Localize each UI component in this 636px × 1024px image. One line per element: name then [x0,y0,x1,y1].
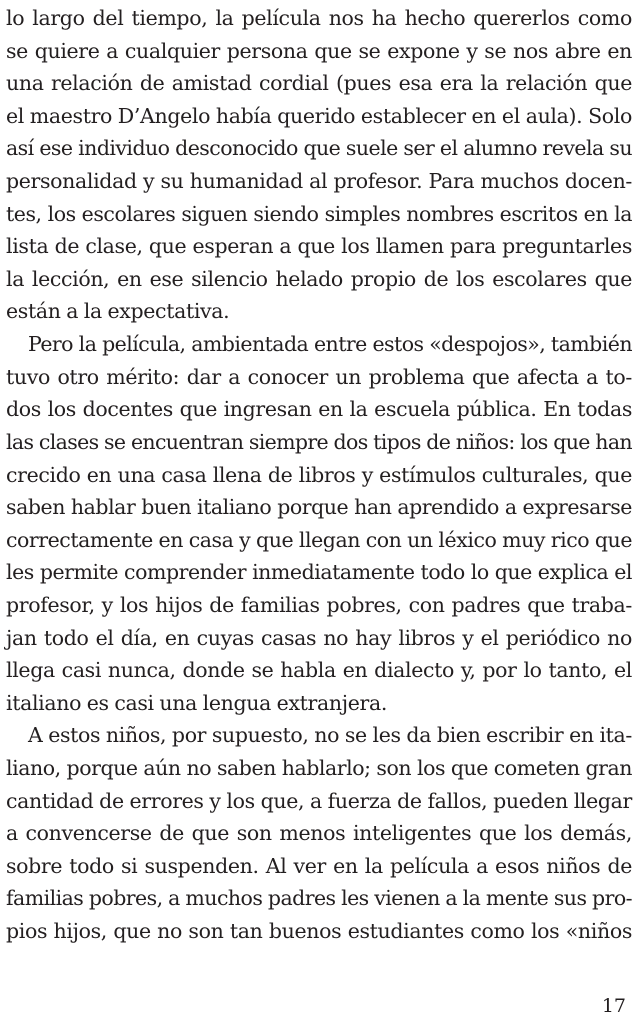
text-line: A estos niños, por supuesto, no se les da bien escribir en ita- [28,723,632,748]
text-line: tuvo otro mérito: dar a conocer un problema que afecta a to- [6,364,632,389]
text-line: cantidad de errores y los que, a fuerza de fallos, pueden llegar [6,788,632,813]
text-line: liano, porque aún no saben hablarlo; son los que cometen gran [6,756,632,781]
text-line: jan todo el día, en cuyas casas no hay libros y el periódico no [6,625,632,650]
body-text [6,2,632,948]
text-line: a convencerse de que son menos inteligentes que los demás, [6,821,632,846]
text-line: así ese individuo desconocido que suele ser el alumno revela su [6,136,632,161]
text-line: el maestro D’Angelo había querido establecer en el aula). Solo [6,103,632,128]
text-line: llega casi nunca, donde se habla en dialecto y, por lo tanto, el [6,658,632,683]
text-line: una relación de amistad cordial (pues esa era la relación que [6,71,632,96]
text-line: tes, los escolares siguen siendo simples nombres escritos en la [6,201,632,226]
text-line: les permite comprender inmediatamente todo lo que explica el [6,560,632,585]
text-line: dos los docentes que ingresan en la escuela pública. En todas [6,397,632,422]
page-number: 17 [601,995,626,1017]
text-line: lista de clase, que esperan a que los llamen para preguntarles [6,234,632,259]
text-line: lo largo del tiempo, la película nos ha hecho quererlos como [6,6,632,30]
text-line: Pero la película, ambientada entre estos «despojos», también [28,332,632,357]
text-line: las clases se encuentran siempre dos tipos de niños: los que han [6,429,632,454]
text-line: están a la expectativa. [6,299,230,324]
text-line: pios hijos, que no son tan buenos estudiantes como los «niños [6,919,632,944]
text-line: sobre todo si suspenden. Al ver en la película a esos niños de [6,853,632,878]
text-line: se quiere a cualquier persona que se expone y se nos abre en [6,38,632,63]
text-line: crecido en una casa llena de libros y estímulos culturales, que [6,462,632,487]
text-line: saben hablar buen italiano porque han aprendido a expresarse [6,495,632,520]
text-line: personalidad y su humanidad al profesor. Para muchos docen- [6,169,632,194]
text-line: correctamente en casa y que llegan con un léxico muy rico que [6,527,632,552]
text-line: profesor, y los hijos de familias pobres, con padres que traba- [6,592,632,617]
text-line: italiano es casi una lengua extranjera. [6,690,388,715]
text-line: la lección, en ese silencio helado propio de los escolares que [6,266,632,291]
text-line: familias pobres, a muchos padres les vienen a la mente sus pro- [6,886,632,911]
